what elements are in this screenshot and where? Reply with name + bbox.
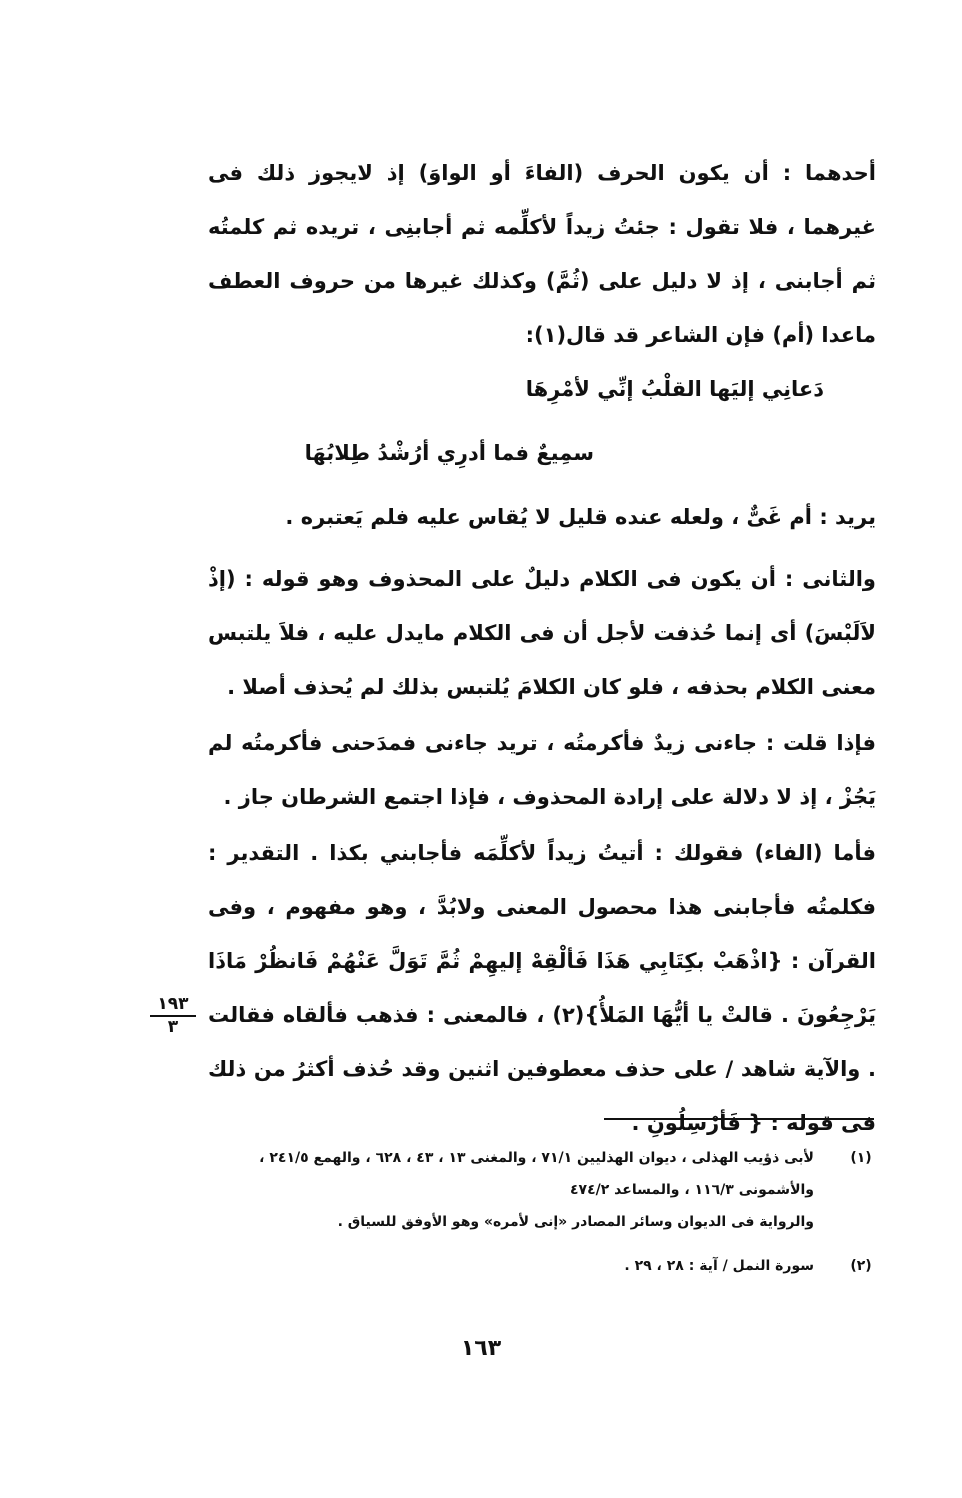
- footnote-line: والرواية فى الديوان وسائر المصادر «إنى لأمره» وهو الأوفق للسياق .: [337, 1214, 814, 1230]
- paragraph-second-condition: والثانى : أن يكون فى الكلام دليلٌ على المحذوف وهو قوله : (إذْ لاَلَبْسَ) أى إنما حُذفت لأجل أن فى الكلام مايدل عليه ، فلاَ يلتبس معنى الكلام بحذفه ، فلو كان الكلامَ يُلتبس بذلك لم يُحذف أصلا .: [208, 567, 876, 699]
- manuscript-folio-note: [150, 996, 196, 1036]
- footnote-line: سورة النمل / آية : ٢٨ ، ٢٩ .: [624, 1258, 814, 1274]
- paragraph-first-condition: أحدهما : أن يكون الحرف (الفاءَ أو الواوَ) إذ لايجوز ذلك فى غيرهما ، فلا تقول : جئتُ زيداً لأكلِّمه ثم أجابنِى ، تريده ثم كلمتُه ثم أجابنى ، إذ لا دليل على (ثُمَّ) وكذلك غيرها من حروف العطف ماعدا (أم) فإن الشاعر قد قال(١):: [208, 161, 876, 347]
- footnote-2: [200, 1250, 876, 1282]
- paragraph-fa-example: فأما (الفاء) فقولك : أتيتُ زيداً لأكلِّمَه فأجابني بكذا . التقدير : فكلمتُه فأجابنى هذا محصول المعنى ولابُدَّ ، وهو مفهوم ، وفى القرآن : {اذْهَبْ بكِتَابِي هَذَا فَألْقِهْ إليهِمْ ثُمَّ تَوَلَّ عَنْهُمْ فَانظُرْ مَاذَا يَرْجِعُونَ . قالتْ يا أيُّهَا المَلأُ}(٢) ، فالمعنى : فذهب فألقاه فقالت . والآية شاهد / على حذف معطوفين اثنين وقد حُذف أكثرُ من ذلك فى قوله : { فَأرْسِلُونِ .: [208, 841, 876, 1135]
- footnote-1: [200, 1142, 876, 1238]
- folio-number-bottom: ٣: [167, 1017, 179, 1037]
- footnote-marker: (١): [850, 1150, 872, 1166]
- verse-line-1: دَعانِي إليَها القلْبُ إنِّي لأمْرِهَا: [525, 377, 824, 401]
- page-number: ١٦٣: [460, 1336, 502, 1361]
- footnote-marker: (٢): [850, 1258, 872, 1274]
- footnote-separator: [604, 1118, 874, 1120]
- folio-number-top: ١٩٣: [157, 994, 189, 1014]
- footnote-line: لأبى ذؤيب الهذلى ، ديوان الهذليين ٧١/١ ، والمغنى ١٣ ، ٤٣ ، ٦٢٨ ، والهمع ٢٤١/٥ ، والأشمونى ١١٦/٣ ، والمساعد ٤٧٤/٢: [259, 1150, 814, 1198]
- verse-line-2: سمِيعٌ فما أدرِي أرُشْدُ طِلابُهَا: [304, 441, 594, 465]
- paragraph-example: فإذا قلت : جاءنى زيدٌ فأكرمتُه ، تريد جاءنى فمدَحنى فأكرمتُه لم يَجُزْ ، إذ لا دلالة على إرادة المحذوف ، فإذا اجتمع الشرطان جاز .: [208, 731, 876, 809]
- paragraph-intended-meaning: يريد : أم غَىٌّ ، ولعله عنده قليل لا يُقاس عليه فلم يَعتبره .: [285, 505, 876, 529]
